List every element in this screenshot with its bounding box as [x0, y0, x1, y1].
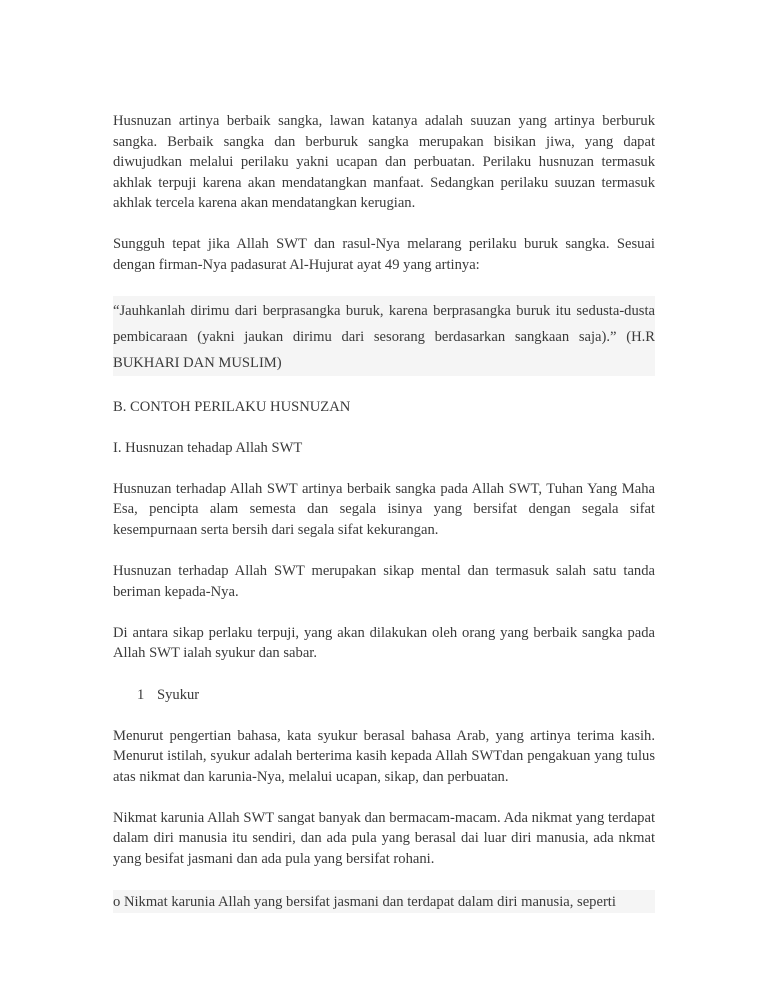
list-number: 1: [137, 686, 145, 703]
list-item-syukur: [113, 685, 655, 706]
bullet-paragraph: o Nikmat karunia Allah yang bersifat jasmani dan terdapat dalam diri manusia, seperti: [113, 890, 655, 913]
section-heading: B. CONTOH PERILAKU HUSNUZAN: [113, 398, 351, 415]
paragraph-allah-prohibits: Sungguh tepat jika Allah SWT dan rasul-Nya melarang perilaku buruk sangka. Sesuai dengan firman-Nya padasurat Al-Hujurat ayat 49 yang artinya:: [113, 236, 655, 274]
paragraph-mental-attitude: Husnuzan terhadap Allah SWT merupakan sikap mental dan termasuk salah satu tanda beriman kepada-Nya.: [113, 563, 655, 600]
hadith-quote: “Jauhkanlah dirimu dari berprasangka buruk, karena berprasangka buruk itu sedusta-dusta pembicaraan (yakni jaukan dirimu dari sesorang berdasarkan sangkaan saja).” (H.R BUKHARI DAN MUSLIM): [113, 296, 655, 376]
paragraph-nikmat-karunia: Nikmat karunia Allah SWT sangat banyak dan bermacam-macam. Ada nikmat yang terdapat dalam diri manusia itu sendiri, dan ada pula yang berasal dai luar diri manusia, ada nkmat yang besifat jasmani dan ada pula yang bersifat rohani.: [113, 809, 655, 868]
paragraph-syukur-meaning: Menurut pengertian bahasa, kata syukur berasal bahasa Arab, yang artinya terima kasih. Menurut istilah, syukur adalah berterima kasih kepada Allah SWTdan pengakuan yang tulus atas nikmat dan karunia-Nya, melalui ucapan, sikap, dan perbuatan.: [113, 727, 655, 785]
list-label: Syukur: [157, 686, 200, 703]
document-page: [113, 111, 655, 913]
subsection-heading: I. Husnuzan tehadap Allah SWT: [113, 439, 303, 456]
paragraph-husnuzan-definition: Husnuzan artinya berbaik sangka, lawan katanya adalah suuzan yang artinya berburuk sangka. Berbaik sangka dan berburuk sangka merupakan bisikan jiwa, yang dapat diwujudkan melalui perilaku yakni ucapan dan perbuatan. Perilaku husnuzan termasuk akhlak terpuji karena akan mendatangkan manfaat. Sedangkan perilaku suuzan termasuk akhlak tercela karena akan mendatangkan kerugian.: [113, 113, 655, 212]
paragraph-husnuzan-to-allah: Husnuzan terhadap Allah SWT artinya berbaik sangka pada Allah SWT, Tuhan Yang Maha Esa, pencipta alam semesta dan segala isinya yang bersifat dengan segala sifat kesempurnaan serta bersih dari segala sifat kekurangan.: [113, 480, 655, 539]
paragraph-praiseworthy-attitude: Di antara sikap perlaku terpuji, yang akan dilakukan oleh orang yang berbaik sangka pada Allah SWT ialah syukur dan sabar.: [113, 624, 655, 662]
